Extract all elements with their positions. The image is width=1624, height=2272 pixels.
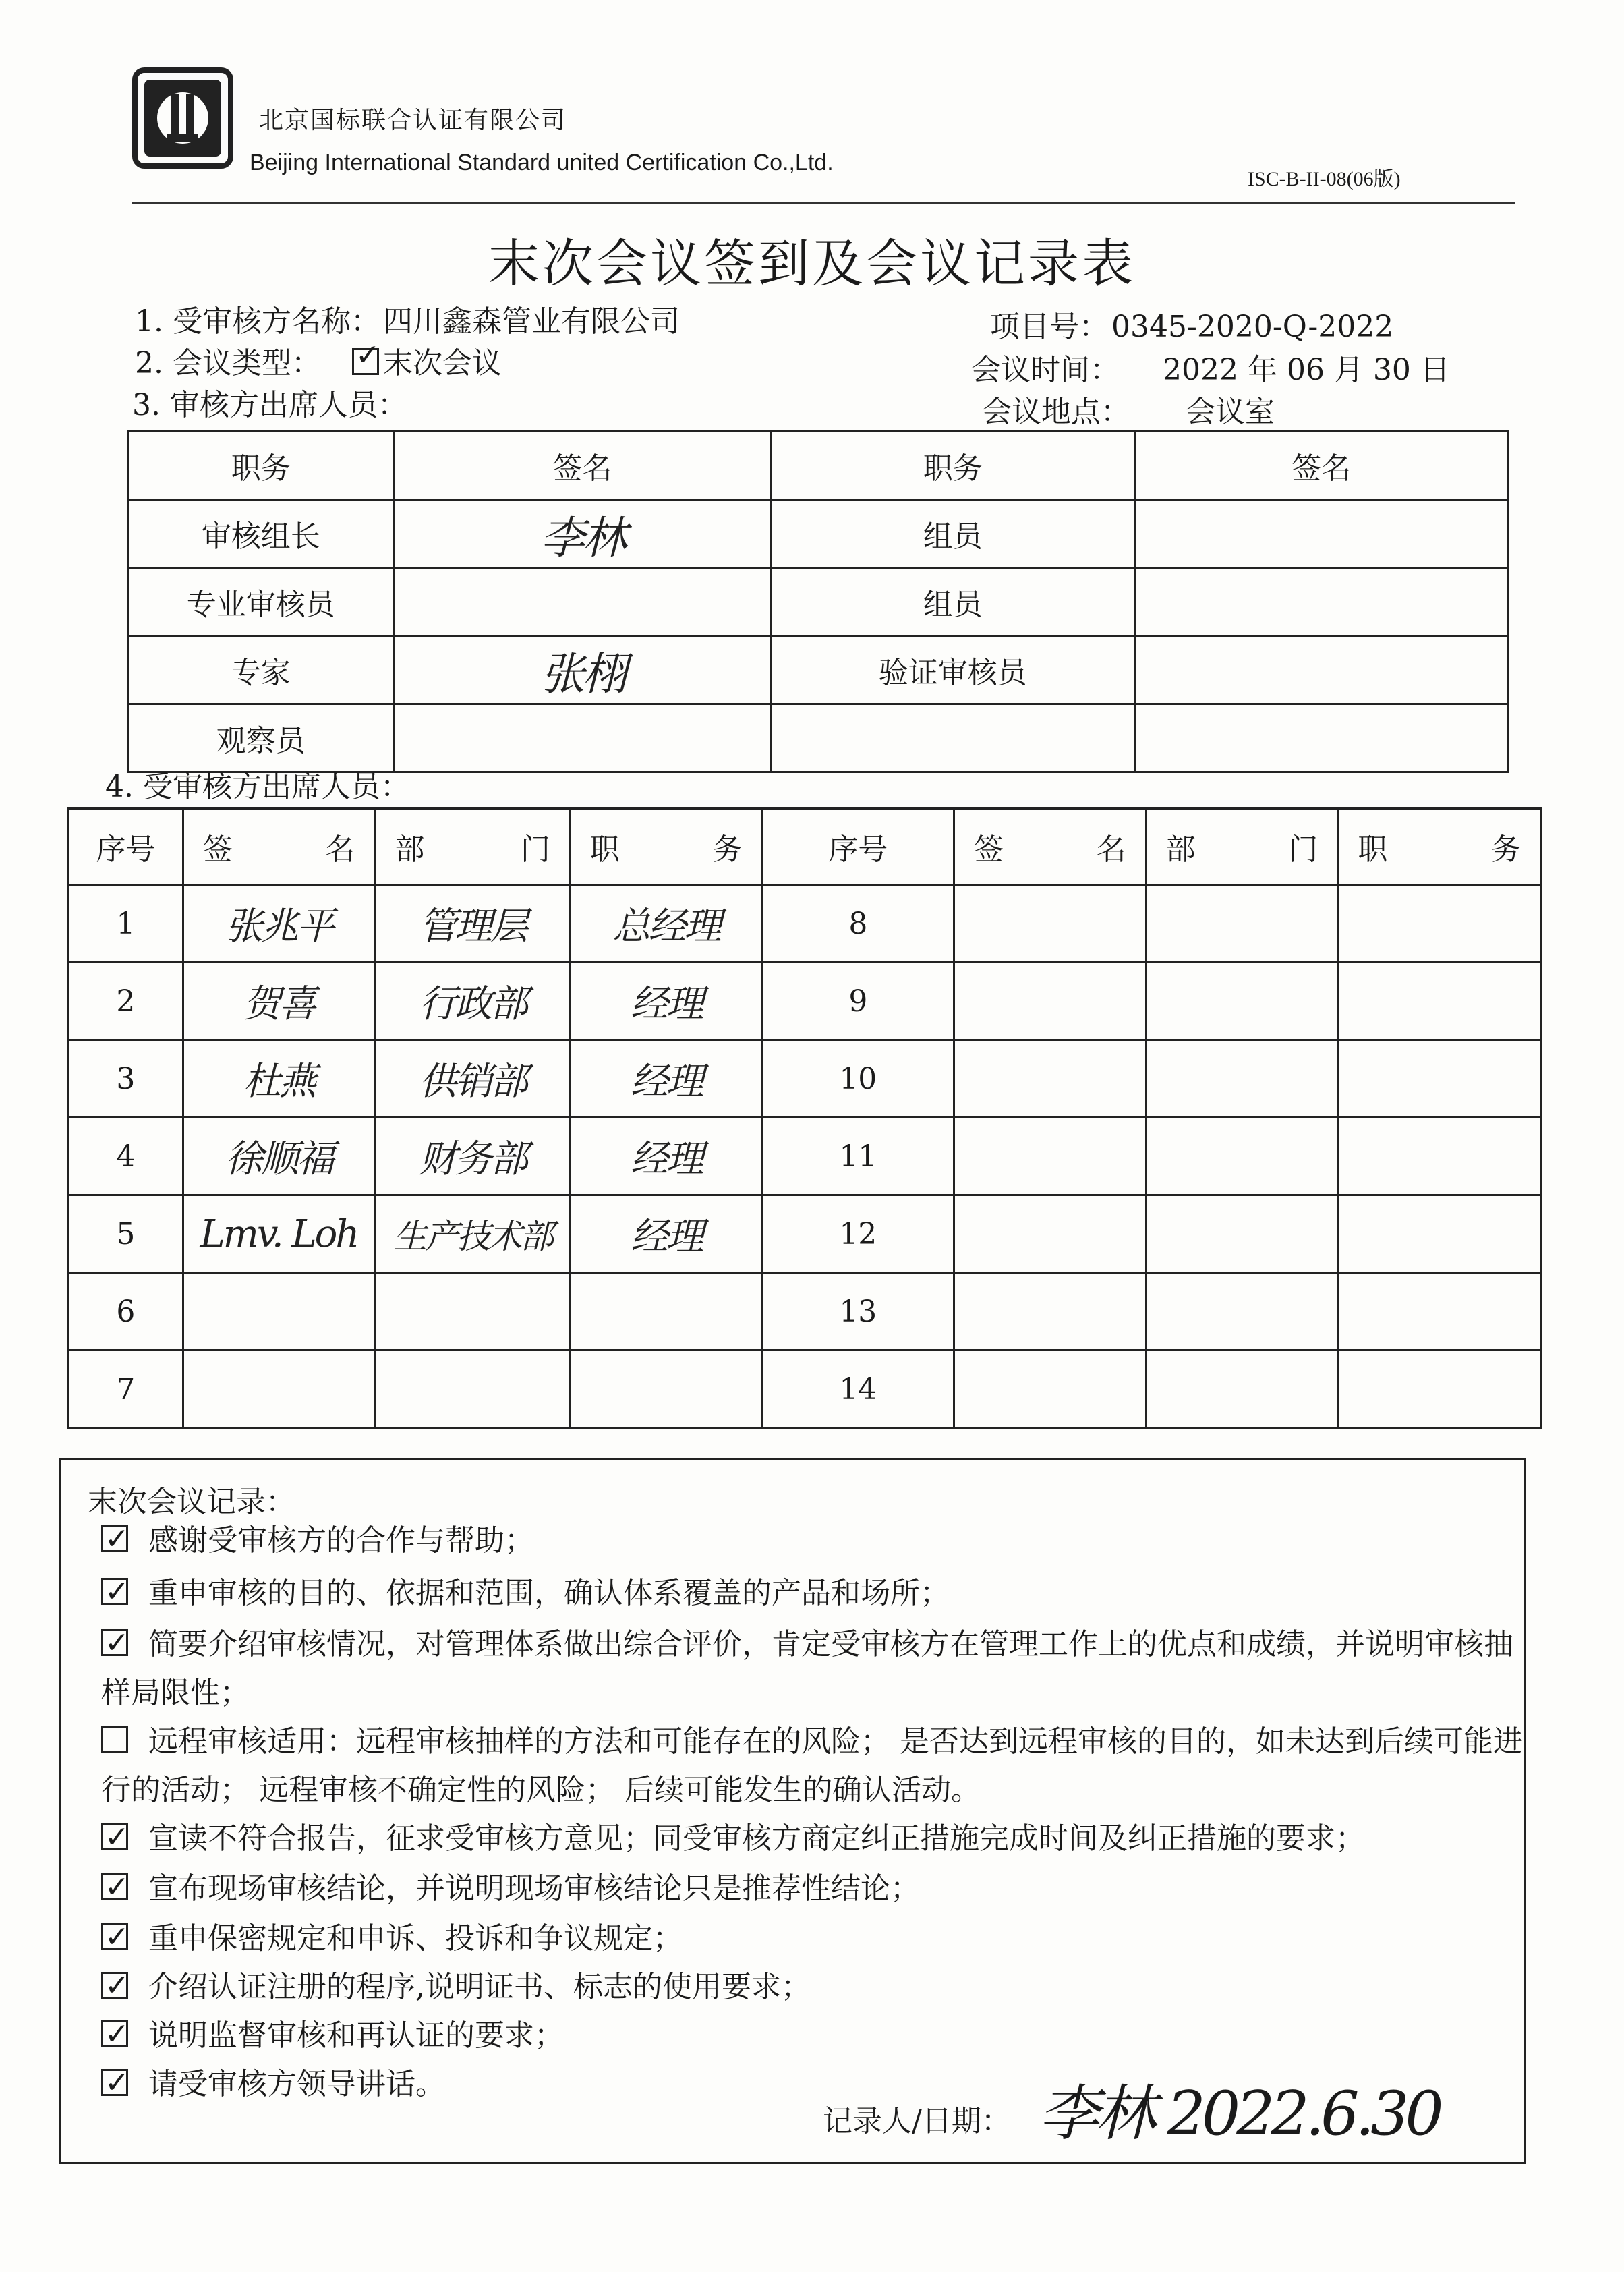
checkbox-checked-icon[interactable] — [101, 1578, 128, 1605]
record-item: 远程审核适用：远程审核抽样的方法和可能存在的风险； 是否达到远程审核的目的，如未达到后续可能进行的活动； 远程审核不确定性的风险； 后续可能发生的确认活动。 — [101, 1724, 1523, 1807]
handwritten-department: 供销部 — [419, 1060, 527, 1104]
signature-cell[interactable] — [394, 636, 771, 704]
table-row — [69, 1195, 1541, 1273]
record-item: ✓宣布现场审核结论，并说明现场审核结论只是推荐性结论； — [101, 1865, 1524, 1913]
signature-cell[interactable] — [954, 1040, 1147, 1118]
table-row — [128, 500, 1509, 568]
department-cell — [375, 1040, 571, 1118]
signature-cell[interactable] — [183, 963, 375, 1040]
department-cell — [375, 1118, 571, 1195]
title-cell — [570, 1040, 762, 1118]
row-number: 2 — [69, 963, 183, 1040]
handwritten-signature: 张栩 — [540, 648, 625, 700]
record-item: ✓重申审核的目的、依据和范围，确认体系覆盖的产品和场所； — [101, 1569, 1524, 1618]
handwritten-signature: 贺喜 — [243, 982, 315, 1026]
table-row — [128, 636, 1509, 704]
handwritten-department: 行政部 — [419, 982, 527, 1026]
signature-cell[interactable] — [183, 1040, 375, 1118]
record-item: ✓宣读不符合报告，征求受审核方意见；同受审核方商定纠正措施完成时间及纠正措施的要求； — [101, 1815, 1524, 1863]
header-department: 部 门 — [1146, 809, 1338, 885]
role-cell: 验证审核员 — [771, 636, 1134, 704]
company-name-en: Beijing International Standard united Certification Co.,Ltd. — [250, 150, 834, 175]
title-cell — [1338, 963, 1541, 1040]
auditee-label: 1. 受审核方名称： — [135, 304, 380, 339]
department-cell — [375, 963, 571, 1040]
row-number: 1 — [69, 885, 183, 963]
auditor-attendance-table — [127, 430, 1509, 773]
department-cell — [1146, 1351, 1338, 1428]
signature-cell[interactable] — [954, 1273, 1147, 1351]
header-title: 职 务 — [570, 809, 762, 885]
handwritten-department: 生产技术部 — [393, 1217, 552, 1256]
meeting-type-row — [135, 339, 504, 382]
title-cell — [570, 1273, 762, 1351]
handwritten-title: 经理 — [630, 1137, 702, 1181]
title-cell — [1338, 1118, 1541, 1195]
row-number: 6 — [69, 1273, 183, 1351]
table-row — [69, 1040, 1541, 1118]
title-cell — [570, 885, 762, 963]
department-cell — [375, 1195, 571, 1273]
document-code: ISC-B-II-08(06版) — [1248, 168, 1401, 190]
header-department: 部 门 — [375, 809, 571, 885]
meeting-type-value: 末次会议 — [382, 346, 502, 380]
row-number: 5 — [69, 1195, 183, 1273]
row-number: 3 — [69, 1040, 183, 1118]
signature-cell[interactable] — [1134, 704, 1508, 772]
table-row — [69, 963, 1541, 1040]
row-number: 9 — [762, 963, 954, 1040]
record-item: ✓说明监督审核和再认证的要求； — [101, 2012, 1524, 2060]
handwritten-signature: 杜燕 — [243, 1060, 315, 1104]
handwritten-signature: 徐顺福 — [225, 1137, 332, 1181]
signature-cell[interactable] — [954, 1351, 1147, 1428]
signature-cell[interactable] — [183, 885, 375, 963]
auditee-value: 四川鑫森管业有限公司 — [382, 304, 680, 339]
row-number: 7 — [69, 1351, 183, 1428]
table-row — [69, 1118, 1541, 1195]
checkbox-checked-icon[interactable] — [101, 1923, 128, 1950]
title-cell — [1338, 1195, 1541, 1273]
signature-cell[interactable] — [183, 1273, 375, 1351]
handwritten-department: 管理层 — [419, 905, 527, 948]
table-row — [69, 1351, 1541, 1428]
signature-cell[interactable] — [394, 704, 771, 772]
company-logo — [132, 67, 233, 169]
checkbox-checked-icon[interactable] — [101, 2069, 128, 2096]
meeting-type-checkbox[interactable] — [352, 348, 379, 375]
department-cell — [1146, 1273, 1338, 1351]
handwritten-signature: Lmv. Loh — [200, 1212, 358, 1256]
title-cell — [1338, 1040, 1541, 1118]
role-cell: 专家 — [128, 636, 394, 704]
handwritten-title: 经理 — [630, 1060, 702, 1104]
project-row — [990, 302, 1396, 345]
meeting-place-row — [982, 387, 1277, 430]
department-cell — [1146, 885, 1338, 963]
role-cell — [771, 704, 1134, 772]
table-row — [128, 568, 1509, 636]
auditor-attendees-label: 3. 审核方出席人员： — [132, 388, 407, 422]
checkbox-checked-icon[interactable] — [101, 1525, 128, 1552]
title-cell — [570, 1118, 762, 1195]
signature-cell[interactable] — [954, 1118, 1147, 1195]
table-row — [69, 885, 1541, 963]
header-title: 职 务 — [1338, 809, 1541, 885]
row-number: 10 — [762, 1040, 954, 1118]
signature-cell[interactable] — [394, 500, 771, 568]
meeting-time-row — [971, 345, 1453, 389]
row-number: 11 — [762, 1118, 954, 1195]
record-item: ✓介绍认证注册的程序,说明证书、标志的使用要求； — [101, 1963, 1524, 2012]
department-cell — [375, 885, 571, 963]
title-cell — [570, 1195, 762, 1273]
row-number: 8 — [762, 885, 954, 963]
record-item: ✓重申保密规定和申诉、投诉和争议规定； — [101, 1914, 1524, 1963]
signature-cell[interactable] — [954, 1195, 1147, 1273]
role-cell: 组员 — [771, 568, 1134, 636]
department-cell — [1146, 963, 1338, 1040]
department-cell — [1146, 1195, 1338, 1273]
auditee-name-row — [135, 297, 683, 340]
meeting-time-label: 会议时间： — [971, 353, 1120, 387]
meeting-type-label: 2. 会议类型： — [135, 346, 321, 380]
handwritten-department: 财务部 — [419, 1137, 527, 1181]
signature-cell[interactable] — [1134, 636, 1508, 704]
handwritten-title: 经理 — [630, 1215, 702, 1259]
role-cell: 观察员 — [128, 704, 394, 772]
department-cell — [1146, 1118, 1338, 1195]
checkbox-checked-icon[interactable] — [101, 1972, 128, 1999]
header-role: 职务 — [771, 432, 1134, 500]
role-cell: 组员 — [771, 500, 1134, 568]
row-number: 4 — [69, 1118, 183, 1195]
signature-cell[interactable] — [954, 885, 1147, 963]
signature-cell[interactable] — [183, 1351, 375, 1428]
signature-cell[interactable] — [183, 1195, 375, 1273]
meeting-place-value: 会议室 — [1186, 395, 1275, 429]
checkbox-checked-icon[interactable] — [101, 1873, 128, 1900]
role-cell: 专业审核员 — [128, 568, 394, 636]
title-cell — [1338, 885, 1541, 963]
department-cell — [1146, 1040, 1338, 1118]
handwritten-title: 总经理 — [612, 905, 720, 948]
department-cell — [375, 1351, 571, 1428]
checkbox-checked-icon[interactable] — [101, 2020, 128, 2047]
auditor-table-header — [128, 432, 1509, 500]
record-item: ✓简要介绍审核情况，对管理体系做出综合评价，肯定受审核方在管理工作上的优点和成绩，并说明审核抽样局限性； — [101, 1620, 1524, 1717]
signature-cell[interactable] — [1134, 500, 1508, 568]
header-role: 职务 — [128, 432, 394, 500]
signature-cell[interactable] — [394, 568, 771, 636]
header-signature: 签 名 — [183, 809, 375, 885]
header-divider — [132, 202, 1515, 204]
record-item: ✓请受审核方领导讲话。 — [101, 2060, 1524, 2109]
records-title: 末次会议记录： — [88, 1485, 295, 1519]
record-item: ✓感谢受审核方的合作与帮助； — [101, 1516, 1524, 1565]
auditee-table-header — [69, 809, 1541, 885]
row-number: 14 — [762, 1351, 954, 1428]
header-no: 序号 — [69, 809, 183, 885]
recorder-signature: 李林 2022.6.30 — [1039, 2078, 1440, 2149]
role-cell: 审核组长 — [128, 500, 394, 568]
title-cell — [570, 963, 762, 1040]
auditee-attendance-table — [67, 807, 1542, 1429]
checkbox-checked-icon[interactable] — [101, 1629, 128, 1656]
handwritten-signature: 李林 — [540, 511, 625, 564]
handwritten-signature: 张兆平 — [225, 905, 332, 948]
title-cell — [1338, 1273, 1541, 1351]
handwritten-title: 经理 — [630, 982, 702, 1026]
table-row — [69, 1273, 1541, 1351]
signature-cell[interactable] — [1134, 568, 1508, 636]
meeting-time-value: 2022 年 06 月 30 日 — [1163, 353, 1450, 387]
signature-cell[interactable] — [954, 963, 1147, 1040]
company-name-cn: 北京国标联合认证有限公司 — [259, 107, 567, 134]
title-cell — [1338, 1351, 1541, 1428]
header-signature: 签名 — [394, 432, 771, 500]
row-number: 12 — [762, 1195, 954, 1273]
title-cell — [570, 1351, 762, 1428]
form-title: 末次会议签到及会议记录表 — [488, 233, 1136, 293]
checkbox-checked-icon[interactable] — [101, 1823, 128, 1850]
project-label: 项目号： — [990, 310, 1109, 344]
recorder-date-label: 记录人/日期： — [823, 2104, 1011, 2138]
department-cell — [375, 1273, 571, 1351]
auditee-attendees-label: 4. 受审核方出席人员： — [105, 770, 410, 804]
header-signature: 签 名 — [954, 809, 1147, 885]
meeting-place-label: 会议地点： — [982, 395, 1130, 429]
header-no: 序号 — [762, 809, 954, 885]
header-signature: 签名 — [1134, 432, 1508, 500]
signature-cell[interactable] — [183, 1118, 375, 1195]
project-value: 0345-2020-Q-2022 — [1111, 310, 1394, 344]
checkbox-unchecked-icon[interactable] — [101, 1726, 128, 1753]
row-number: 13 — [762, 1273, 954, 1351]
